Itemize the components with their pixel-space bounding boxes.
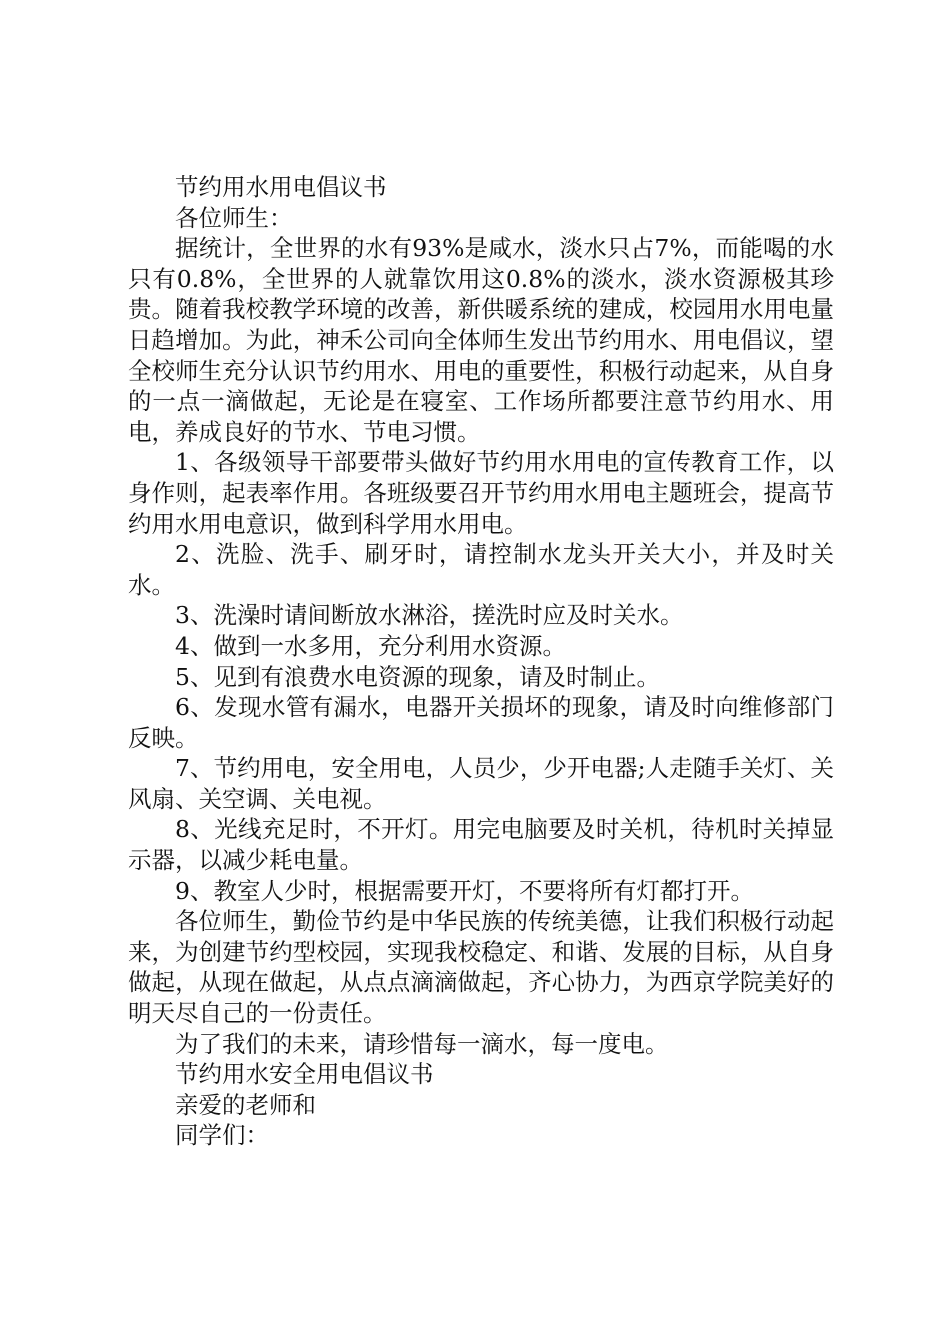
slogan: 为了我们的未来，请珍惜每一滴水，每一度电。	[175, 1029, 669, 1058]
list-item: 8、光线充足时，不开灯。用完电脑要及时关机，待机时关掉显示器，以减少耗电量。	[128, 815, 834, 875]
document-title: 节约用水用电倡议书	[175, 173, 387, 201]
second-salutation-line1: 亲爱的老师和	[175, 1090, 316, 1119]
intro-paragraph: 据统计，全世界的水有93%是咸水，淡水只占7%，而能喝的水只有0.8%，全世界的人就靠饮用这0.8%的淡水，淡水资源极其珍贵。随着我校教学环境的改善，新供暖系统的建成，校园用水用电量日趋增加。为此，神禾公司向全体师生发出节约用水、用电倡议，望全校师生充分认识节约用水、用电的重要性，积极行动起来，从自身的一点一滴做起，无论是在寝室、工作场所都要注意节约用水、用电，养成良好的节水、节电习惯。	[128, 234, 834, 446]
list-item: 3、洗澡时请间断放水淋浴，搓洗时应及时关水。	[175, 601, 684, 630]
document-body	[128, 172, 834, 1151]
list-item: 5、见到有浪费水电资源的现象，请及时制止。	[175, 662, 660, 691]
list-item: 2、洗脸、洗手、刷牙时，请控制水龙头开关大小，并及时关水。	[128, 540, 834, 599]
second-title: 节约用水安全用电倡议书	[175, 1060, 434, 1089]
list-item: 6、发现水管有漏水，电器开关损坏的现象，请及时向维修部门反映。	[128, 693, 834, 752]
list-item: 7、节约用电，安全用电，人员少，少开电器;人走随手关灯、关风扇、关空调、关电视。	[128, 754, 834, 813]
list-item: 4、做到一水多用，充分利用水资源。	[175, 631, 566, 660]
second-salutation-line2: 同学们：	[175, 1121, 269, 1150]
closing-paragraph: 各位师生，勤俭节约是中华民族的传统美德，让我们积极行动起来，为创建节约型校园，实现我校稳定、和谐、发展的目标，从自身做起，从现在做起，从点点滴滴做起，齐心协力，为西京学院美好的明天尽自己的一份责任。	[128, 907, 834, 1028]
list-item: 9、教室人少时，根据需要开灯，不要将所有灯都打开。	[175, 876, 754, 905]
salutation: 各位师生：	[175, 203, 293, 232]
list-item: 1、各级领导干部要带头做好节约用水用电的宣传教育工作，以身作则，起表率作用。各班级要召开节约用水用电主题班会，提高节约用水用电意识，做到科学用水用电。	[128, 448, 834, 538]
